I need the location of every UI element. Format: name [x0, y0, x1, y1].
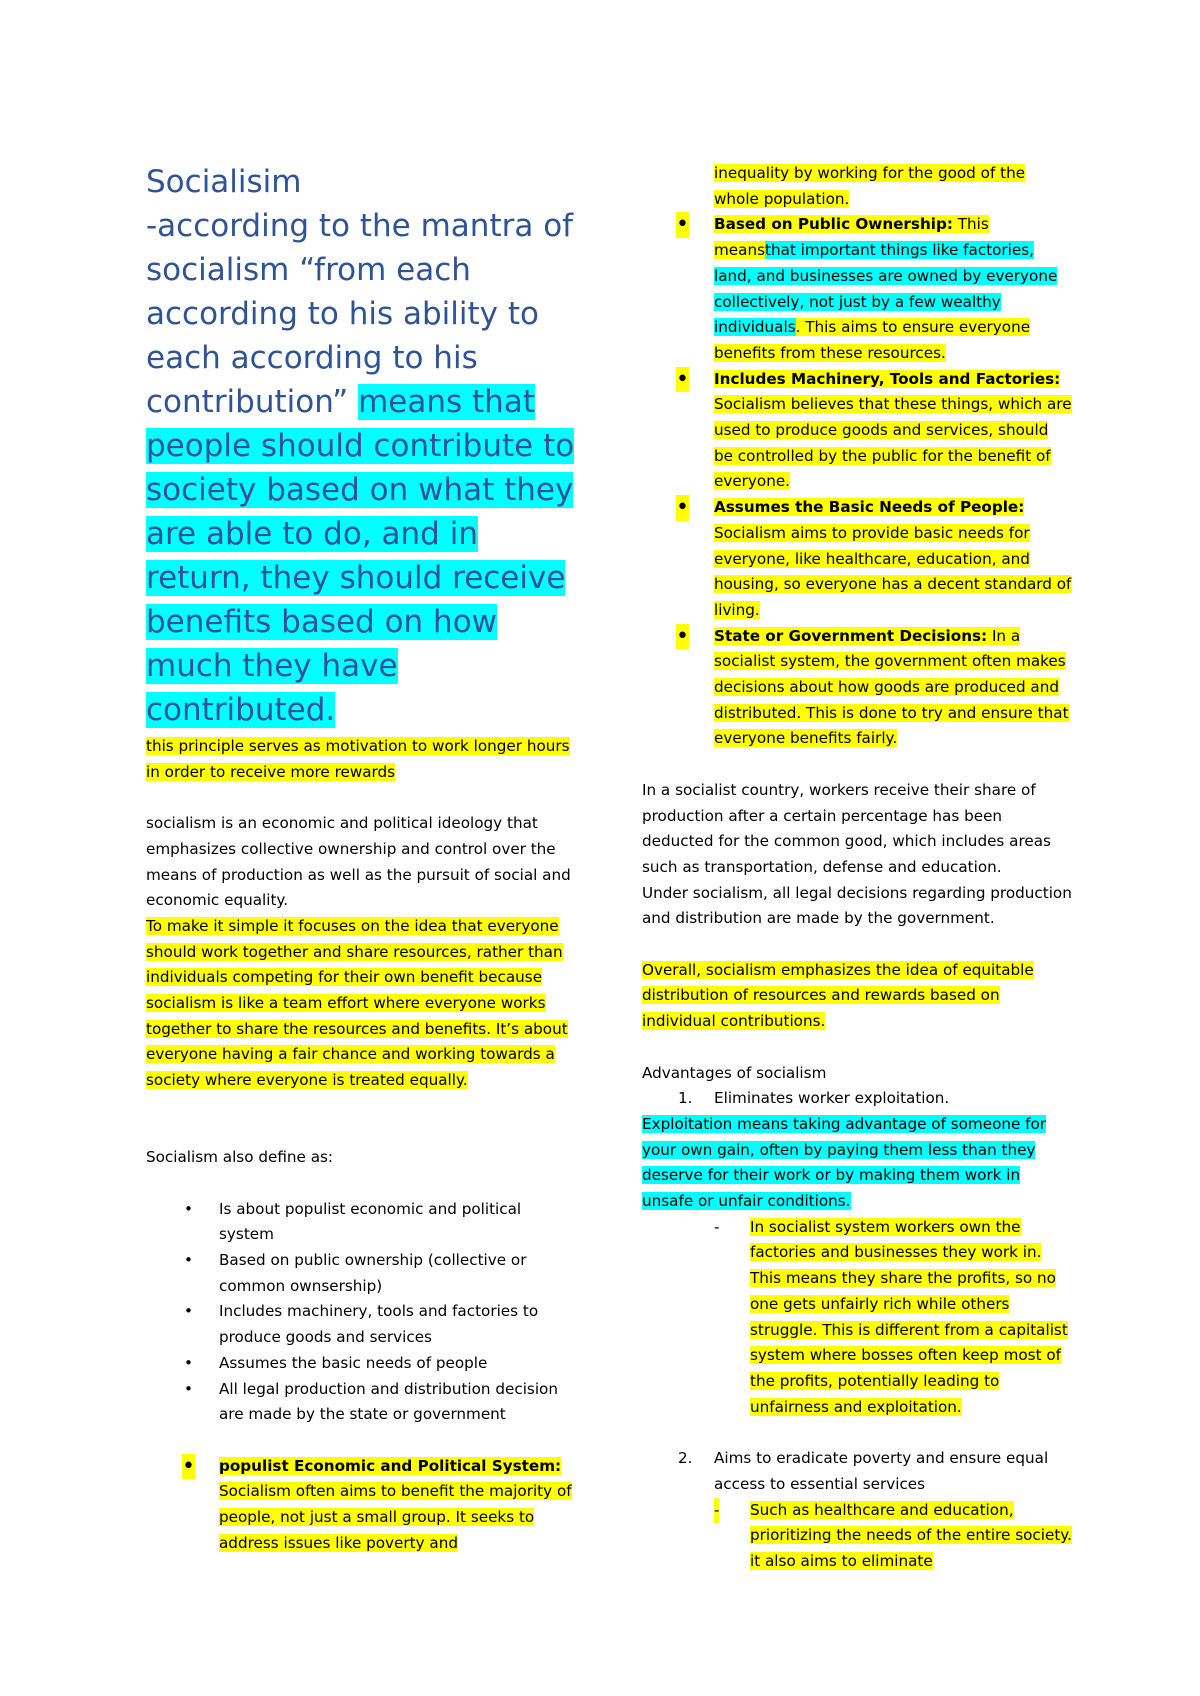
adv2-detail-list — [642, 1498, 1072, 1575]
list-item: • Assumes the Basic Needs of People: Socialism aims to provide basic needs for everyone, like healthcare, education, and housing, so everyone has a decent standard of living. — [676, 495, 1072, 619]
dash-icon: - — [714, 1498, 719, 1524]
list-item: • All legal production and distribution decision are made by the state or government — [146, 1377, 576, 1428]
list-item: • Includes Machinery, Tools and Factories: Socialism believes that these things, which are used to produce goods and services, should be controlled by the public for the benefit of everyone. — [676, 366, 1072, 491]
bullet-icon: • — [676, 212, 689, 238]
workers-paragraph: In a socialist country, workers receive their share of production after a certain percentage has been deducted for the common good, which includes areas such as transportation, defense and education. — [642, 780, 1051, 876]
list-item: - In socialist system workers own the factories and businesses they work in. This means they share the profits, so no one gets unfairly rich while others struggle. This is different from a capitalist system where bosses often keep most of the profits, potentially leading to unfairness and exploitation. — [642, 1215, 1072, 1421]
bullet-icon: • — [676, 366, 689, 392]
exploitation-text: Exploitation means taking advantage of someone for your own gain, often by paying them less than they deserve for their work or by making them work in unsafe or unfair conditions. — [642, 1114, 1047, 1211]
advantages-list-1 — [642, 1086, 1072, 1112]
bullet-icon: • — [184, 1379, 193, 1398]
left-column — [146, 160, 576, 1556]
legal-paragraph: Under socialism, all legal decisions regarding production and distribution are made by the government. — [642, 883, 1072, 928]
bullet-icon: • — [184, 1302, 193, 1321]
document-title — [146, 160, 576, 732]
simple-paragraph — [146, 914, 576, 1094]
list-item: • Assumes the basic needs of people — [146, 1351, 576, 1377]
populist-title: populist Economic and Political System: — [219, 1456, 562, 1475]
list-item: • Based on public ownership (collective or common ownsership) — [146, 1248, 576, 1299]
bullet-icon: • — [184, 1353, 193, 1372]
overall-text: Overall, socialism emphasizes the idea of equitable distribution of resources and rewards based on individual contributions. — [642, 960, 1034, 1031]
list-item: • Based on Public Ownership: This meansthat important things like factories, land, and businesses are owned by everyone collectively, not just by a few wealthy individuals. This aims to ensure everyone benefits from these resources. — [676, 212, 1058, 362]
bullet-icon: • — [676, 623, 689, 649]
bullet-icon: • — [676, 495, 689, 521]
define-list — [146, 1197, 576, 1428]
right-column — [642, 161, 1072, 1575]
also-define-heading: Socialism also define as: — [146, 1148, 334, 1167]
simple-text-b: because socialism is like a team effort where everyone works together to share the resources and benefits. It’s about everyone having a fair chance and working towards a society where everyone is treated equally. — [146, 968, 568, 1090]
dash-icon: - — [714, 1217, 720, 1236]
title-highlight: means that people should contribute to society based on what they are able to do, and in return, they should receive benefits based on how much they have contributed. — [146, 384, 575, 728]
list-item: - Such as healthcare and education, prioritizing the needs of the entire society. it also aims to eliminate — [642, 1498, 1072, 1575]
advantages-heading: Advantages of socialism — [642, 1063, 827, 1082]
list-item: • State or Government Decisions: In a socialist system, the government often makes decisions about how goods are produced and distributed. This is done to try and ensure that everyone benefits fairly. — [676, 623, 1069, 748]
simple-text-a: To make it simple it focuses on the idea that everyone should work together and share resources, rather than individuals competing for their own benefit — [146, 916, 563, 987]
list-item: 1. Eliminates worker exploitation. — [678, 1089, 950, 1108]
definition-paragraph: socialism is an economic and political ideology that emphasizes collective ownership and control over the means of production as well as the pursuit of social and economic equality. — [146, 814, 571, 910]
bullet-icon: • — [182, 1453, 195, 1479]
populist-text: Socialism often aims to benefit the majority of people, not just a small group. It seeks to address issues like poverty and — [219, 1482, 572, 1552]
list-item: • Includes machinery, tools and factories to produce goods and services — [146, 1299, 576, 1350]
motivation-text: this principle serves as motivation to work longer hours in order to receive more rewards — [146, 737, 570, 781]
title-mantra: -according to the mantra of socialism “from each according to his ability to each according to his contribution” — [146, 208, 574, 420]
list-item: 2. Aims to eradicate poverty and ensure equal access to essential services — [678, 1449, 1049, 1493]
bullet-icon: • — [184, 1199, 193, 1218]
bullet-icon: • — [184, 1251, 193, 1270]
advantages-list-2 — [642, 1446, 1072, 1497]
list-item: • Is about populist economic and political system — [146, 1197, 576, 1248]
list-item — [146, 1454, 576, 1557]
populist-list — [146, 1454, 576, 1557]
adv1-detail-list — [642, 1215, 1072, 1421]
populist-continuation: inequality by working for the good of the whole population. — [714, 164, 1026, 208]
features-list — [642, 212, 1072, 752]
title-word: Socialisim — [146, 164, 302, 200]
